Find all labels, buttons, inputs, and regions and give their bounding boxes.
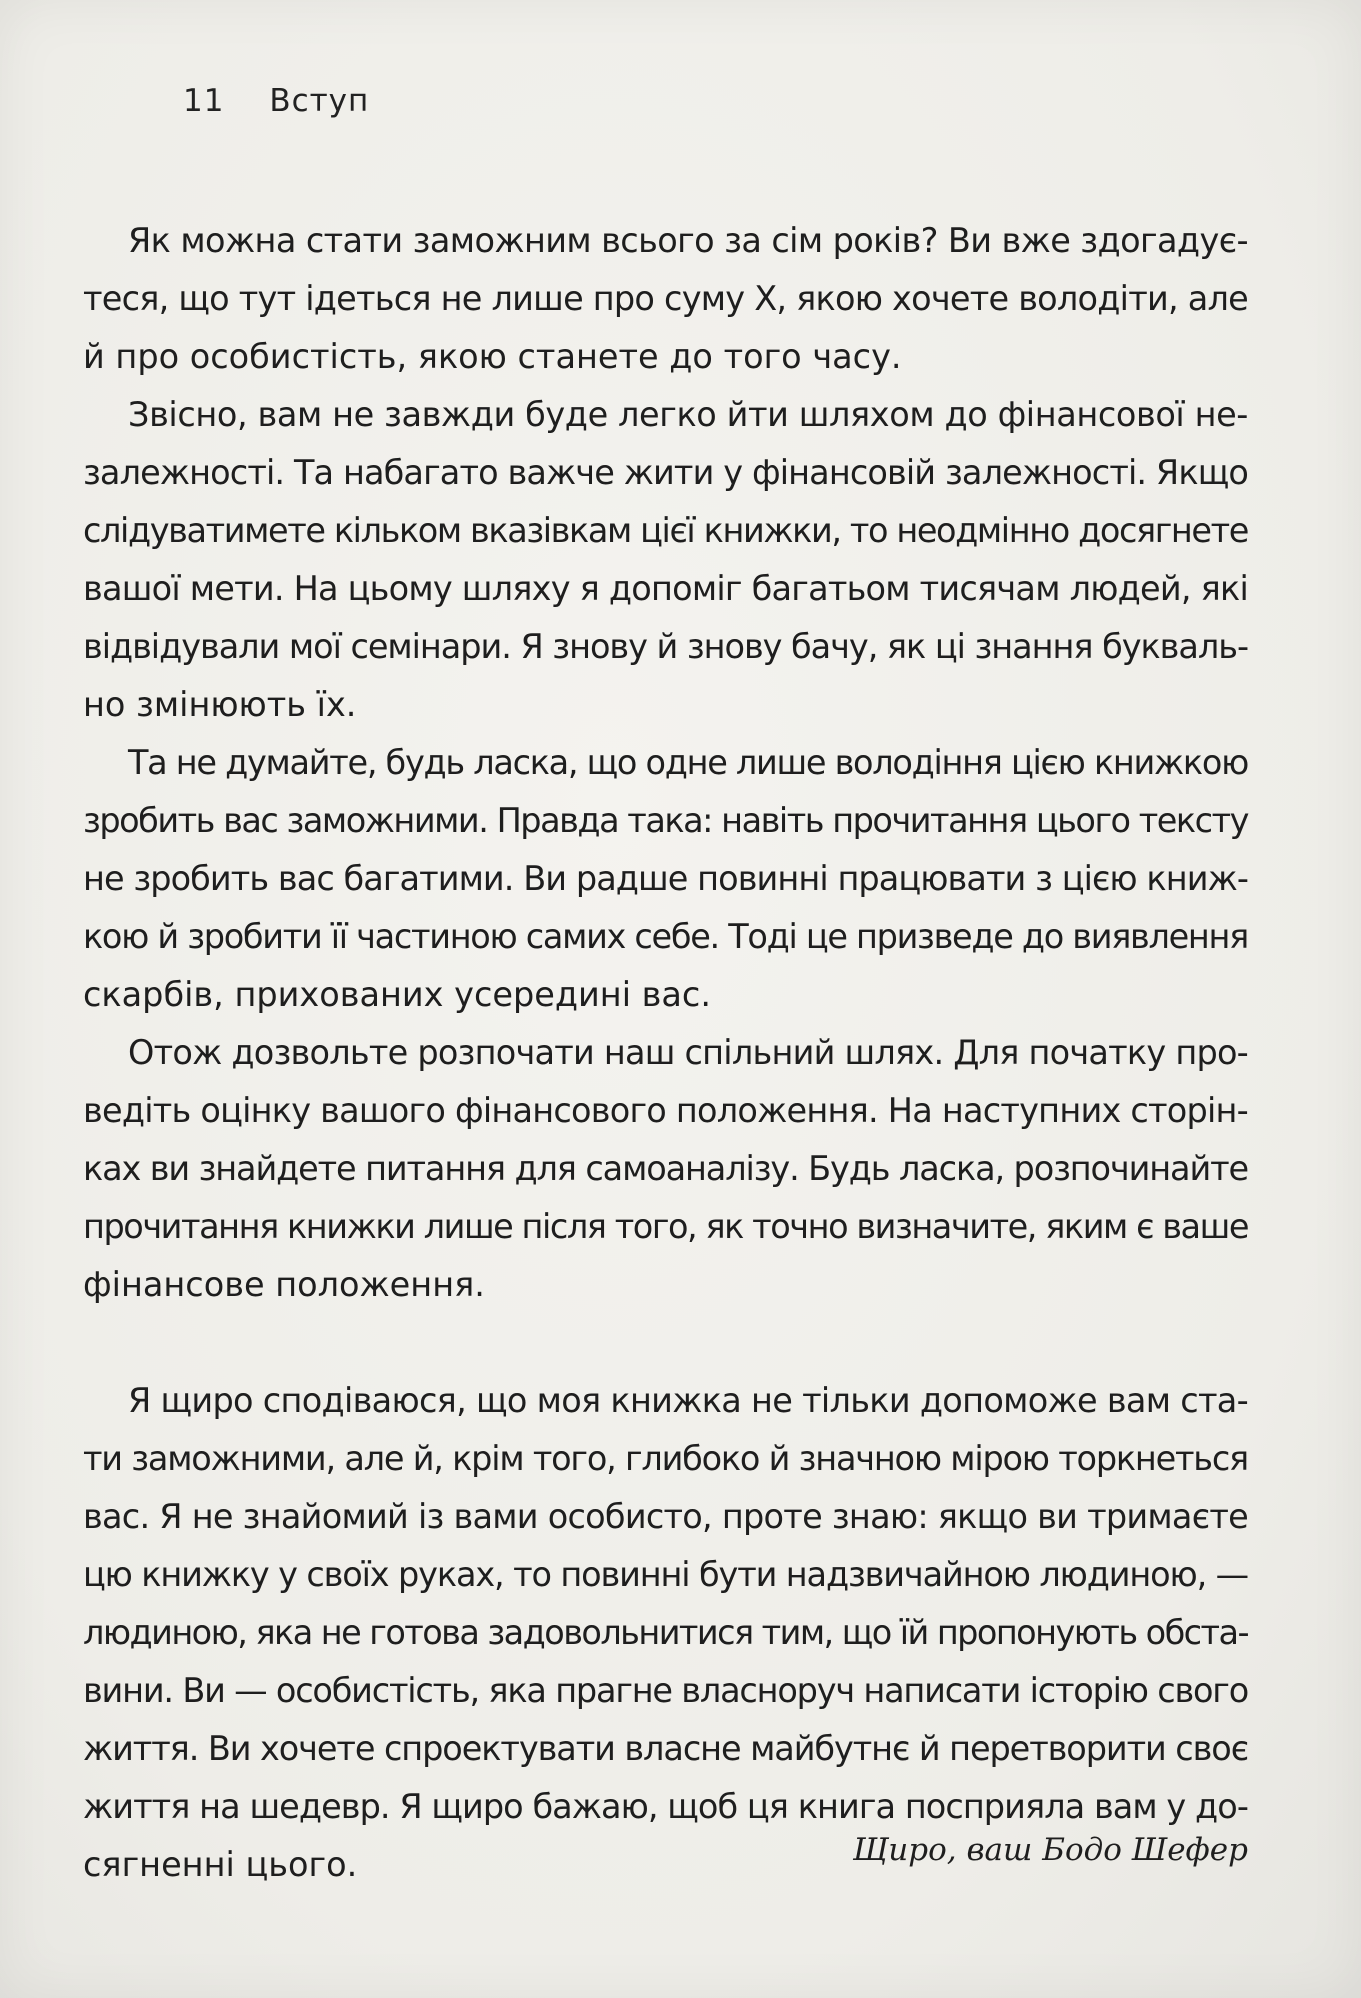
page-number: 11 — [183, 83, 225, 119]
text-line: Звісно, вам не завжди буде легко йти шляхом до фінансової не- — [128, 395, 1248, 434]
text-line: слідуватимете кільком вказівкам цієї книжки, то неодмінно досягнете — [83, 511, 1248, 550]
text-line: вини. Ви — особистість, яка прагне власноруч написати історію свого — [83, 1671, 1248, 1710]
chapter-title: Вступ — [269, 83, 370, 119]
text-line: сягненні цього. — [83, 1845, 358, 1884]
text-line: ках ви знайдете питання для самоаналізу. Будь ласка, розпочинайте — [83, 1149, 1248, 1188]
paragraph-2 — [83, 386, 1248, 734]
text-line: теся, що тут ідеться не лише про суму Х, якою хочете володіти, але — [83, 279, 1248, 318]
text-line: людиною, яка не готова задовольнитися тим, що їй пропонують обста- — [83, 1613, 1248, 1652]
text-line: кою й зробити її частиною самих себе. Тоді це призведе до виявлення — [83, 917, 1248, 956]
text-line: зробить вас заможними. Правда така: навіть прочитання цього тексту — [83, 801, 1249, 840]
text-line: не зробить вас багатими. Ви радше повинні працювати з цією книж- — [83, 859, 1248, 898]
text-line: Як можна стати заможним всього за сім років? Ви вже здогадує- — [128, 221, 1248, 260]
text-line: Я щиро сподіваюся, що моя книжка не тільки допоможе вам ста- — [128, 1381, 1248, 1420]
text-line: життя на шедевр. Я щиро бажаю, щоб ця книга посприяла вам у до- — [83, 1787, 1248, 1826]
paragraph-4 — [83, 1024, 1248, 1314]
body-text — [83, 212, 1248, 1894]
text-line: вас. Я не знайомий із вами особисто, проте знаю: якщо ви тримаєте — [83, 1497, 1248, 1536]
running-header — [183, 83, 369, 119]
text-line: ти заможними, але й, крім того, глибоко й значною мірою торкнеться — [83, 1439, 1248, 1478]
section-gap — [83, 1314, 1248, 1372]
paragraph-1 — [83, 212, 1248, 386]
text-line: й про особистість, якою станете до того часу. — [83, 337, 902, 376]
text-line: цю книжку у своїх руках, то повинні бути надзвичайною людиною, — — [83, 1555, 1248, 1594]
text-line: Та не думайте, будь ласка, що одне лише володіння цією книжкою — [128, 743, 1248, 782]
text-line: скарбів, прихованих усередині вас. — [83, 975, 711, 1014]
author-signature: Щиро, ваш Бодо Шефер — [852, 1832, 1248, 1868]
text-line: ведіть оцінку вашого фінансового положення. На наступних сторін- — [83, 1091, 1248, 1130]
paragraph-3 — [83, 734, 1248, 1024]
text-line: вашої мети. На цьому шляху я допоміг багатьом тисячам людей, які — [83, 569, 1248, 608]
text-line: залежності. Та набагато важче жити у фінансовій залежності. Якщо — [83, 453, 1248, 492]
text-line: но змінюють їх. — [83, 685, 357, 724]
text-line: життя. Ви хочете спроектувати власне майбутнє й перетворити своє — [83, 1729, 1248, 1768]
text-line: Отож дозвольте розпочати наш спільний шлях. Для початку про- — [128, 1033, 1248, 1072]
paragraph-5 — [83, 1372, 1248, 1894]
text-line: прочитання книжки лише після того, як точно визначите, яким є ваше — [83, 1207, 1248, 1246]
text-line: фінансове положення. — [83, 1265, 485, 1304]
text-line: відвідували мої семінари. Я знову й знову бачу, як ці знання букваль- — [83, 627, 1248, 666]
